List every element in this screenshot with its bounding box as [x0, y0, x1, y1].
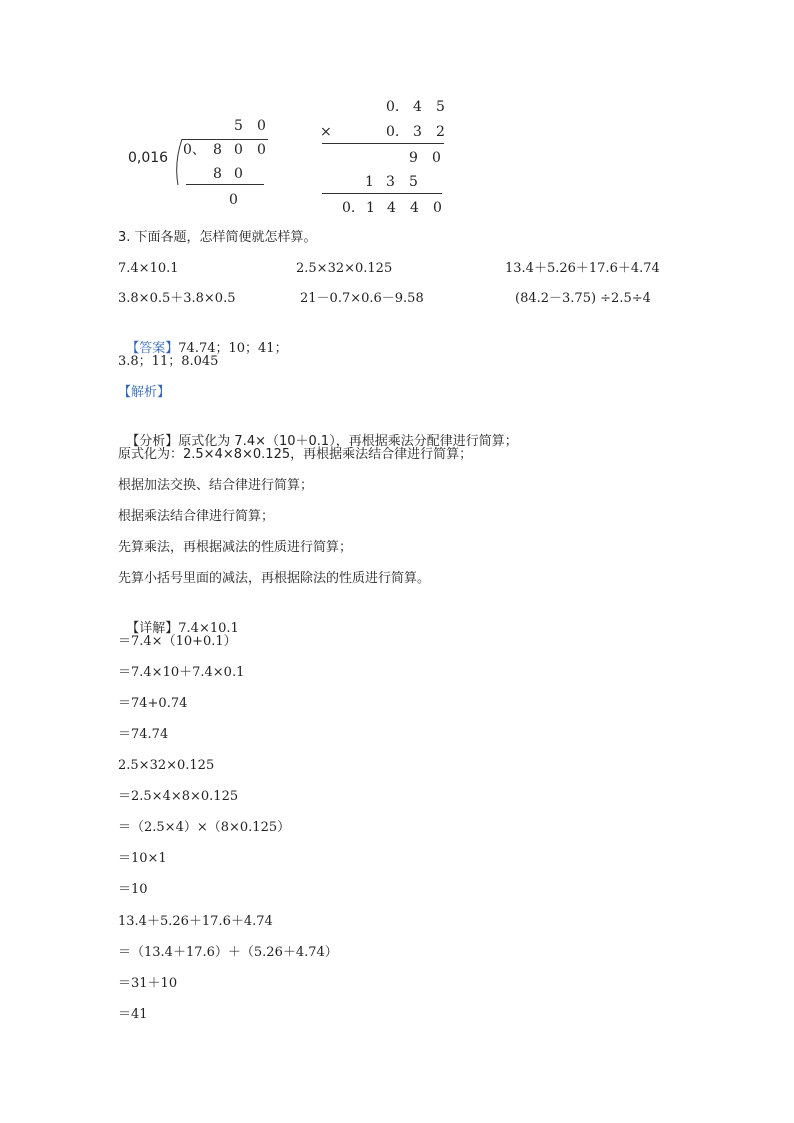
quotient-digit: 5	[234, 118, 243, 134]
partial-digit: 1	[365, 174, 374, 190]
detail-expression: 7.4×10.1	[178, 621, 239, 636]
multiply-line	[322, 143, 444, 144]
top-digit: 4	[413, 99, 422, 115]
result-digit: 0.	[342, 200, 356, 216]
detail-label: 【详解】	[126, 621, 179, 636]
subtract-digit: 8	[213, 166, 222, 182]
partial-digit: 5	[409, 174, 418, 190]
problem-4: 3.8×0.5＋3.8×0.5	[118, 291, 236, 306]
fenxi-label: 【分析】	[126, 434, 179, 449]
analysis-line: 根据加法交换、结合律进行简算；	[118, 478, 314, 493]
second-digit: 3	[413, 124, 422, 140]
detail-step: ＝7.4×10＋7.4×0.1	[118, 665, 245, 680]
problem-5: 21－0.7×0.6－9.58	[300, 291, 424, 306]
analysis-line: 根据乘法结合律进行简算；	[118, 509, 275, 524]
analysis-label: 【解析】	[118, 385, 171, 400]
times-sign: ×	[320, 124, 332, 140]
dividend-digit: 0	[234, 142, 243, 158]
result-digit: 4	[410, 200, 419, 216]
subtract-digit: 0	[234, 166, 243, 182]
result-line	[322, 193, 442, 194]
problem-3: 13.4＋5.26＋17.6＋4.74	[505, 261, 660, 276]
detail-step: ＝41	[118, 1007, 148, 1022]
detail-step: ＝74+0.74	[118, 696, 188, 711]
detail-step: ＝（13.4＋17.6）＋（5.26＋4.74）	[118, 945, 338, 960]
division-bar	[182, 139, 268, 140]
second-digit: 2	[436, 124, 445, 140]
detail-step: ＝74.74	[118, 727, 169, 742]
partial-digit: 3	[386, 174, 395, 190]
problem-1: 7.4×10.1	[118, 261, 179, 276]
analysis-line: 原式化为：2.5×4×8×0.125，再根据乘法结合律进行简算；	[118, 447, 473, 462]
subtract-line	[186, 184, 264, 185]
detail-step: 2.5×32×0.125	[118, 758, 215, 773]
answer-line-2: 3.8；11；8.045	[118, 354, 219, 369]
top-digit: 0.	[386, 99, 400, 115]
detail-step: ＝31＋10	[118, 976, 178, 991]
partial-digit: 9	[409, 150, 418, 166]
divisor: 0,016	[128, 150, 169, 166]
problem-2: 2.5×32×0.125	[296, 261, 393, 276]
remainder: 0	[229, 192, 238, 208]
result-digit: 4	[387, 200, 396, 216]
quotient-digit: 0	[257, 118, 266, 134]
answer-label: 【答案】	[126, 341, 179, 356]
question-heading: 3. 下面各题，怎样简便就怎样算。	[118, 230, 317, 245]
detail-step: 13.4＋5.26＋17.6＋4.74	[118, 914, 273, 929]
detail-step: ＝10×1	[118, 851, 167, 866]
problem-6: (84.2－3.75) ÷2.5÷4	[515, 291, 651, 306]
analysis-line: 先算小括号里面的减法，再根据除法的性质进行简算。	[118, 571, 431, 586]
top-digit: 5	[436, 99, 445, 115]
analysis-line: 先算乘法，再根据减法的性质进行简算；	[118, 540, 353, 555]
result-digit: 0	[433, 200, 442, 216]
result-digit: 1	[366, 200, 375, 216]
dividend-digit: 8	[213, 142, 222, 158]
second-digit: 0.	[386, 124, 400, 140]
dividend-digit: 0、	[183, 142, 206, 158]
detail-step: ＝10	[118, 882, 148, 897]
answer-values: 74.74；10；41；	[178, 341, 288, 356]
partial-digit: 0	[432, 150, 441, 166]
fenxi-text: 原式化为 7.4×（10＋0.1），再根据乘法分配律进行简算；	[178, 434, 518, 449]
detail-step: ＝7.4×（10+0.1）	[118, 634, 237, 649]
dividend-digit: 0	[257, 142, 266, 158]
detail-step: ＝2.5×4×8×0.125	[118, 789, 239, 804]
detail-step: ＝（2.5×4）×（8×0.125）	[118, 820, 291, 835]
